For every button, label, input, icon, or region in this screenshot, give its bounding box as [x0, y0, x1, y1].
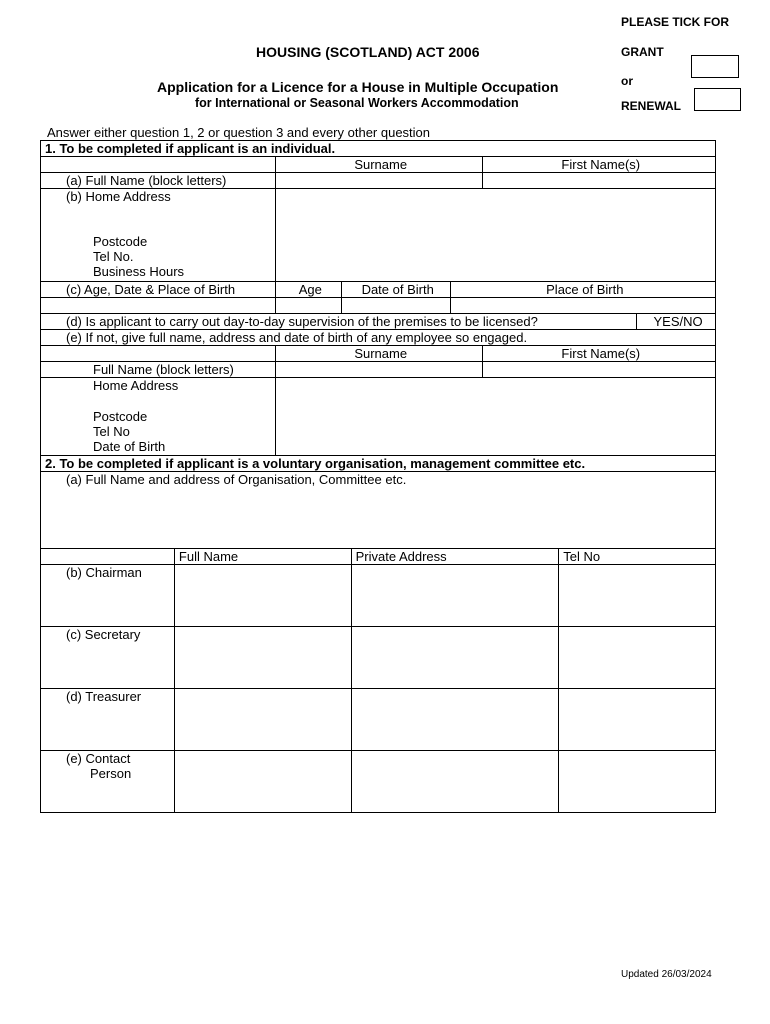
- age-dob-pob-label: (c) Age, Date & Place of Birth: [41, 282, 276, 298]
- pob-header: Place of Birth: [450, 282, 715, 298]
- dob-input[interactable]: [341, 298, 450, 314]
- grant-checkbox[interactable]: [691, 55, 739, 78]
- age-header: Age: [275, 282, 341, 298]
- secretary-tel-input[interactable]: [559, 627, 716, 689]
- or-label: or: [621, 74, 633, 88]
- first-names-input[interactable]: [482, 173, 715, 189]
- tick-title: PLEASE TICK FOR: [621, 15, 730, 29]
- secretary-label: (c) Secretary: [41, 627, 175, 689]
- full-name-label: (a) Full Name (block letters): [41, 173, 276, 189]
- yes-no-field[interactable]: YES/NO: [637, 314, 716, 330]
- chairman-address-input[interactable]: [351, 565, 559, 627]
- employee-first-names-input[interactable]: [482, 362, 715, 378]
- renewal-label: RENEWAL: [621, 99, 681, 113]
- age-input[interactable]: [275, 298, 341, 314]
- full-name-header: Full Name: [174, 549, 351, 565]
- employee-tel-label: Tel No: [93, 424, 130, 439]
- contact-person-label: Person: [90, 766, 132, 781]
- section-1-table: [40, 140, 716, 456]
- treasurer-name-input[interactable]: [174, 689, 351, 751]
- form-subtitle: for International or Seasonal Workers Accommodation: [195, 96, 519, 110]
- employee-surname-header: Surname: [275, 346, 482, 362]
- employee-address-input[interactable]: [275, 378, 715, 456]
- dob-header: Date of Birth: [341, 282, 450, 298]
- treasurer-tel-input[interactable]: [559, 689, 716, 751]
- secretary-name-input[interactable]: [174, 627, 351, 689]
- employee-question: (e) If not, give full name, address and date of birth of any employee so engaged.: [41, 330, 716, 346]
- employee-first-names-header: First Name(s): [482, 346, 715, 362]
- tel-no-header: Tel No: [559, 549, 716, 565]
- secretary-address-input[interactable]: [351, 627, 559, 689]
- pob-input[interactable]: [450, 298, 715, 314]
- section-1-heading: 1. To be completed if applicant is an individual.: [41, 141, 716, 157]
- contact-address-input[interactable]: [351, 751, 559, 813]
- chairman-label: (b) Chairman: [41, 565, 175, 627]
- instruction: Answer either question 1, 2 or question 3 and every other question: [47, 125, 431, 140]
- employee-home-address-label: Home Address: [93, 378, 179, 393]
- home-address-label-cell: [41, 189, 276, 282]
- employee-dob-label: Date of Birth: [93, 439, 166, 454]
- employee-surname-input[interactable]: [275, 362, 482, 378]
- organisation-label: (a) Full Name and address of Organisation, Committee etc.: [66, 472, 407, 487]
- section-2-table: [40, 455, 716, 813]
- contact-tel-input[interactable]: [559, 751, 716, 813]
- surname-header: Surname: [275, 157, 482, 173]
- tel-label: Tel No.: [93, 249, 134, 264]
- home-address-input[interactable]: [275, 189, 715, 282]
- contact-person-label-cell: [41, 751, 175, 813]
- contact-name-input[interactable]: [174, 751, 351, 813]
- grant-label: GRANT: [621, 45, 664, 59]
- act-title: HOUSING (SCOTLAND) ACT 2006: [256, 44, 480, 60]
- chairman-tel-input[interactable]: [559, 565, 716, 627]
- treasurer-address-input[interactable]: [351, 689, 559, 751]
- postcode-label: Postcode: [93, 234, 148, 249]
- renewal-checkbox[interactable]: [694, 88, 741, 111]
- employee-address-label-cell: [41, 378, 276, 456]
- home-address-label: (b) Home Address: [66, 189, 171, 204]
- chairman-name-input[interactable]: [174, 565, 351, 627]
- private-address-header: Private Address: [351, 549, 559, 565]
- contact-label: (e) Contact: [66, 751, 131, 766]
- section-2-heading: 2. To be completed if applicant is a voluntary organisation, management committee etc.: [41, 456, 716, 472]
- organisation-name-address-field[interactable]: [41, 472, 716, 549]
- surname-input[interactable]: [275, 173, 482, 189]
- treasurer-label: (d) Treasurer: [41, 689, 175, 751]
- form-title: Application for a Licence for a House in Multiple Occupation: [157, 79, 559, 95]
- first-names-header: First Name(s): [482, 157, 715, 173]
- updated-date: Updated 26/03/2024: [621, 969, 712, 980]
- business-hours-label: Business Hours: [93, 264, 185, 279]
- supervision-question: (d) Is applicant to carry out day-to-day supervision of the premises to be licensed?: [41, 314, 637, 330]
- employee-postcode-label: Postcode: [93, 409, 148, 424]
- employee-full-name-label: Full Name (block letters): [41, 362, 276, 378]
